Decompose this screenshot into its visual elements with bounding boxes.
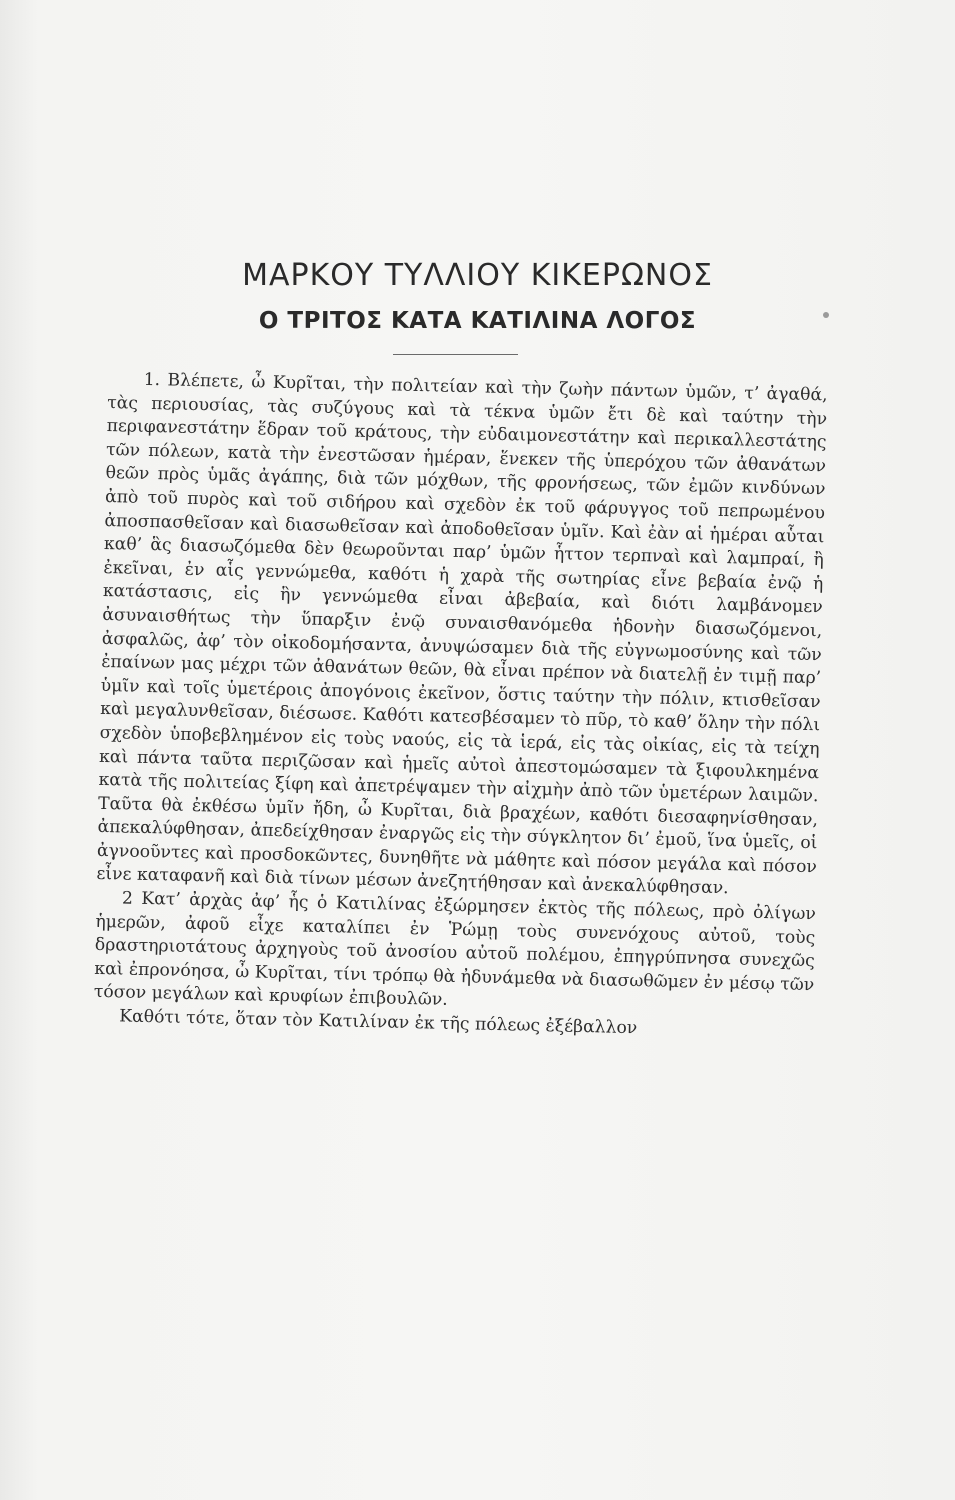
paragraph-2: 2 Κατ’ ἀρχὰς ἀφ’ ἧς ὁ Κατιλίνας ἐξώρμησεν ἐκτὸς τῆς πόλεως, πρὸ ὀλίγων ἡμερῶν, ἀφοῦ εἶχε καταλίπει ἐν Ῥώμῃ τοὺς συνενόχους αὐτοῦ, τοὺς δραστηριοτάτους ἀρχηγοὺς τοῦ ἀνοσίου αὐτοῦ πολέμου, ἐπηγρύπνησα συνεχῶς καὶ ἐπρονόησα, ὦ Κυρῖται, τίνι τρόπῳ θὰ ἠδυνάμεθα νὰ διασωθῶμεν ἐν μέσῳ τῶν τόσον μεγάλων καὶ κρυφίων ἐπιβουλῶν. (93, 888, 817, 1011)
page-subtitle: Ο ΤΡΙΤΟΣ ΚΑΤΑ ΚΑΤΙΛΙΝΑ ΛΟΓΟΣ (258, 308, 697, 334)
body-text (93, 368, 828, 1045)
title-divider (393, 354, 518, 355)
paragraph-3: Καθότι τότε, ὅταν τὸν Κατιλίναν ἐκ τῆς πόλεως ἐξέβαλλον (119, 1006, 638, 1039)
print-speck (823, 312, 829, 318)
paragraph-1: 1. Βλέπετε, ὦ Κυρῖται, τὴν πολιτείαν καὶ τὴν ζωὴν πάντων ὑμῶν, τ’ ἀγαθά, τὰς περιουσίας, τὰς συζύγους καὶ τὰ τέκνα ὑμῶν ἔτι δὲ καὶ ταύτην τὴν περιφανεστάτην ἕδραν τοῦ κράτους, τὴν εὐδαιμονεστάτην καὶ περικαλλεστάτης τῶν πόλεων, κατὰ τὴν ἐνεστῶσαν ἡμέραν, ἕνεκεν τῆς ὑπερόχου τῶν ἀθανάτων θεῶν πρὸς ὑμᾶς ἀγάπης, διὰ τῶν μόχθων, τῆς φρονήσεως, τῶν ἐμῶν κινδύνων ἀπὸ τοῦ πυρὸς καὶ τοῦ σιδήρου καὶ σχεδὸν ἐκ τοῦ φάρυγγος τοῦ πεπρωμένου ἀποσπασθεῖσαν καὶ διασωθεῖσαν καὶ ἀποδοθεῖσαν ὑμῖν. Καὶ ἐὰν αἱ ἡμέραι αὗται καθ’ ἃς διασωζόμεθα δὲν θεωροῦνται παρ’ ὑμῶν ἧττον τερπναὶ καὶ λαμπραί, ἢ ἐκεῖναι, ἐν αἷς γεννώμεθα, καθότι ἡ χαρὰ τῆς σωτηρίας εἶνε βεβαία ἐνῷ ἡ κατάστασις, εἰς ἣν γεννώμεθα εἶναι ἀβεβαία, καὶ διότι λαμβάνομεν ἀσυναισθήτως τὴν ὕπαρξιν ἐνῷ συναισθανόμεθα ἡδονὴν διασωζόμενοι, ἀσφαλῶς, ἀφ’ τὸν οἰκοδομήσαντα, ἀνυψώσαμεν διὰ τῆς εὐγνωμοσύνης καὶ τῶν ἐπαίνων μας μέχρι τῶν ἀθανάτων θεῶν, θὰ εἶναι πρέπον νὰ διατελῇ ἐν τιμῇ παρ’ ὑμῖν καὶ τοῖς ὑμετέροις ἀπογόνοις ἐκεῖνον, ὅστις ταύτην τὴν πόλιν, κτισθεῖσαν καὶ μεγαλυνθεῖσαν, διέσωσε. Καθότι κατεσβέσαμεν τὸ πῦρ, τὸ καθ’ ὅλην τὴν πόλι σχεδὸν ὑποβεβλημένον εἰς τοὺς ναούς, εἰς τὰ ἱερά, εἰς τὰς οἰκίας, εἰς τὰ τείχη καὶ πάντα ταῦτα περιζῶσαν καὶ ἡμεῖς αὐτοὶ ἀπεστομώσαμεν τὰ ξιφουλκημένα κατὰ τῆς πολιτείας ξίφη καὶ ἀπετρέψαμεν τὴν αἰχμὴν ἀπὸ τῶν ὑμετέρων λαιμῶν. Ταῦτα θὰ ἐκθέσω ὑμῖν ἤδη, ὦ Κυρῖται, διὰ βραχέων, καθότι διεσαφηνίσθησαν, ἀπεκαλύφθησαν, ἀπεδείχθησαν ἐναργῶς εἰς τὴν σύγκλητον δι’ ἐμοῦ, ἵνα ὑμεῖς, οἱ ἀγνοοῦντες καὶ προσδοκῶντες, δυνηθῆτε νὰ μάθητε καὶ πόσον μεγάλα καὶ πόσον εἶνε καταφανῆ καὶ διὰ τίνων μέσων ἀνεζητήθησαν καὶ ἀνεκαλύφθησαν. (96, 369, 828, 899)
page-title: ΜΑΡΚΟΥ ΤΥΛΛΙΟΥ ΚΙΚΕΡΩΝΟΣ (242, 258, 713, 293)
